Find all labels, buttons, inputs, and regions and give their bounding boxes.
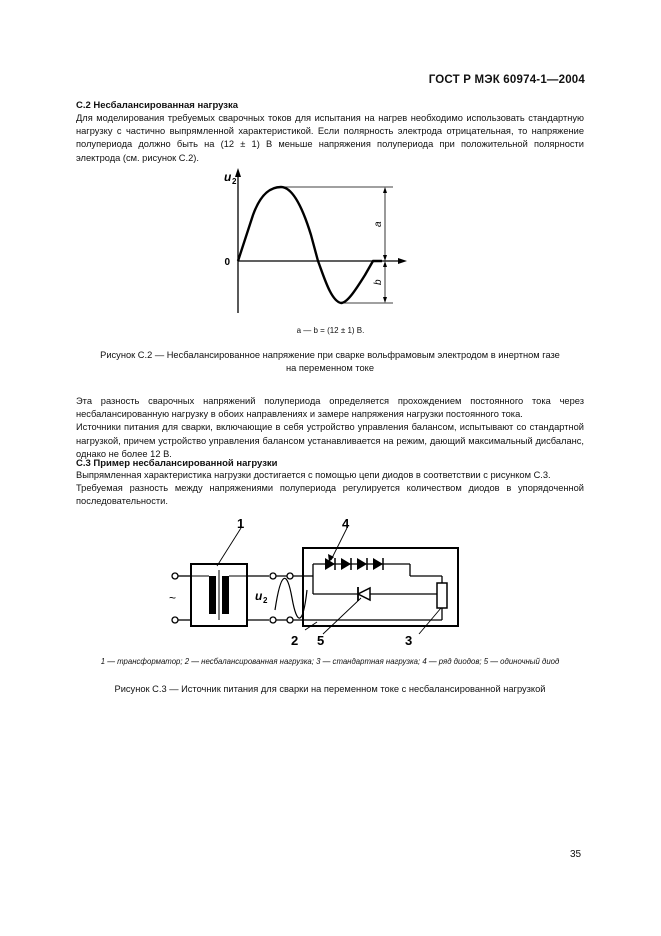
output-terminal-bottom [270,617,276,623]
origin-label: 0 [224,257,230,268]
junction-top [287,573,293,579]
u2-subscript: 2 [263,596,268,605]
dimension-a-arrow-bottom [383,255,387,261]
callout-2: 2 [291,633,299,648]
body-para-1: Эта разность сварочных напряжений полупериода определяется прохождением постоянного тока через несбалансированную нагрузку в обоих направлениях и замере напряжения нагрузки постоянного тока. [76,396,584,420]
vertical-axis-arrow [235,168,241,177]
axis-label-subscript: 2 [232,177,237,186]
figure-c3-legend: 1 — трансформатор; 2 — несбалансированная нагрузка; 3 — стандартная нагрузка; 4 — ряд диодов; 5 — одиночный диод [100,657,560,666]
u2-label: u [255,589,263,603]
standard-load-resistor [437,583,447,608]
callout-3: 3 [405,633,413,648]
input-terminal-bottom [172,617,178,623]
body-text [76,395,584,461]
figure-c3-circuit [165,510,465,650]
section-c3-para-1: Выпрямленная характеристика нагрузки достигается с помощью цепи диодов в соответствии с рисунком С.3. [76,470,551,480]
dimension-b-arrow-bottom [383,297,387,303]
figure-c2-caption-line1: Рисунок С.2 — Несбалансированное напряжение при сварке вольфрамовым электродом в инертном газе [100,350,560,360]
axis-label-u: u [224,170,232,184]
label-b: b [373,279,384,285]
section-c2-title: С.2 Несбалансированная нагрузка [76,100,239,111]
transformer-winding-right [222,576,229,614]
label-a: a [373,221,384,227]
body-para-2: Источники питания для сварки, включающие в себя устройство управления балансом, испытывают со стандартной нагрузкой, причем устройство управления балансом устанавливается на режим, дающий максимальный дисбаланс, однако не более 12 В. [76,422,584,459]
callout-1: 1 [237,516,245,531]
transformer-winding-left [209,576,216,614]
page-number: 35 [570,849,582,860]
junction-bottom [287,617,293,623]
figure-c2-caption-line2: на переменном токе [285,363,375,373]
dimension-b-arrow-top [383,261,387,267]
output-terminal-top [270,573,276,579]
dimension-a-arrow-top [383,187,387,193]
section-c2-paragraph [76,112,584,165]
section-c2-text: Для моделирования требуемых сварочных токов для испытания на нагрев необходимо использовать стандартную нагрузку с частично выпрямленной характеристикой. Если полярность электрода отрицательная, то напряжение полупериода должно быть на (12 ± 1) В меньше напряжения полупериода при положительной полярности электрода (см. рисунок С.2). [76,113,584,163]
callout-5: 5 [317,633,325,648]
figure-c2-waveform [215,165,415,315]
ac-source-symbol: ~ [169,591,177,605]
figure-c3-caption: Рисунок С.3 — Источник питания для сварки на переменном токе с несбалансированной нагрузкой [114,684,546,694]
document-header: ГОСТ Р МЭК 60974-1—2004 [428,74,585,86]
voltage-waveform [238,187,382,303]
section-c3-text [76,469,584,509]
figure-c2-caption [40,349,620,375]
section-c3-title: С.3 Пример несбалансированной нагрузки [76,458,278,469]
callout-4: 4 [342,516,350,531]
section-c3-para-2: Требуемая разность между напряжениями полупериода регулируется количеством диодов в упорядоченной последовательности. [76,483,584,507]
horizontal-axis-arrow [398,258,407,264]
figure-c2-note: a — b = (12 ± 1) В. [296,326,365,335]
input-terminal-top [172,573,178,579]
